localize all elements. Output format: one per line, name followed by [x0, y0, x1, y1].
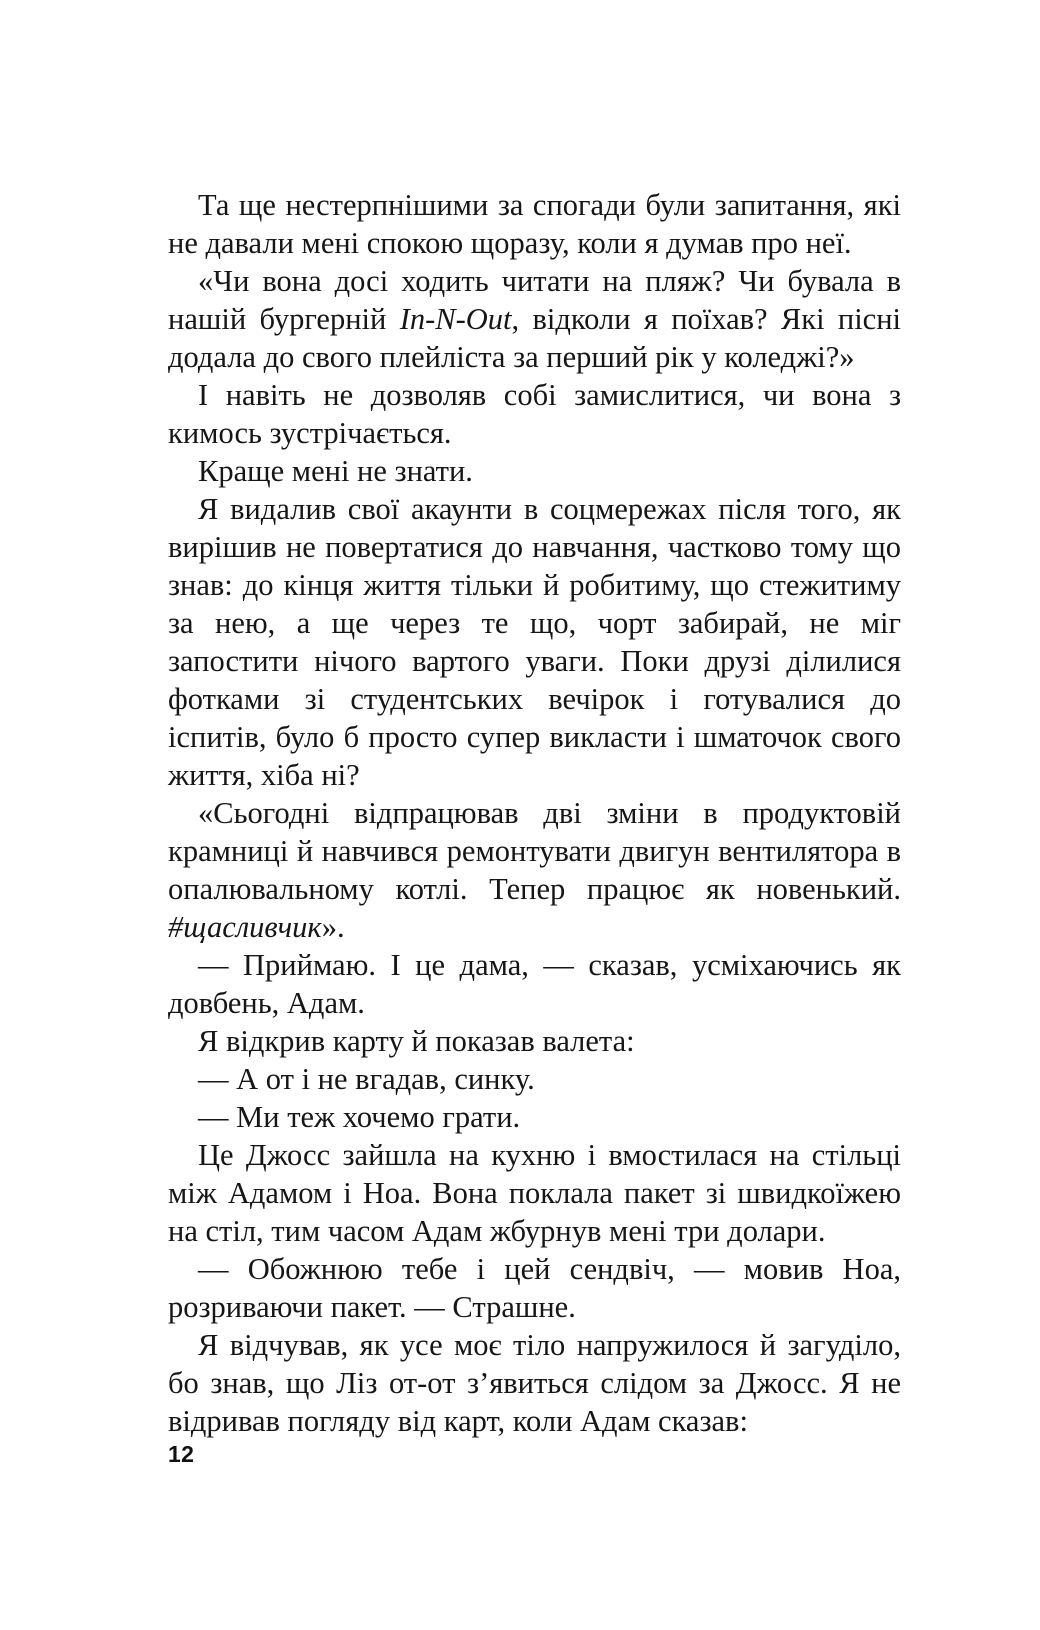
paragraph: Та ще нестерпнішими за спогади були запитання, які не давали мені спокою щоразу, коли я думав про неї.: [168, 188, 901, 260]
italic-hashtag: #щасливчик: [168, 910, 322, 944]
page-text-block: [168, 186, 901, 1440]
paragraph: Це Джосс зайшла на кухню і вмостилася на стільці між Адамом і Ноа. Вона поклала пакет зі швидкоїжею на стіл, тим часом Адам жбурнув мені три долари.: [168, 1138, 901, 1248]
italic-brand-name: In-N-Out: [399, 302, 512, 336]
paragraph: [168, 262, 901, 376]
paragraph: Я видалив свої акаунти в соцмережах після того, як вирішив не повертатися до навчання, частково тому що знав: до кінця життя тільки й робитиму, що стежитиму за нею, а ще через те що, чорт забирай, не міг запостити нічого вартого уваги. Поки друзі ділилися фотками зі студентських вечірок і готувалися до іспитів, було б просто супер викласти і шматочок свого життя, хіба ні?: [168, 492, 901, 792]
paragraph: І навіть не дозволяв собі замислитися, чи вона з кимось зустрічається.: [168, 378, 901, 450]
paragraph-text-segment: , відколи я поїхав? Які пісні додала до свого плейліста за перший рік у коледжі?»: [168, 302, 902, 374]
paragraph: Я відкрив карту й показав валета:: [198, 1024, 635, 1058]
page-number: 12: [168, 1441, 195, 1467]
dialogue-paragraph: — Приймаю. І це дама, — сказав, усміхаючись як довбень, Адам.: [168, 948, 901, 1020]
paragraph: Краще мені не знати.: [198, 454, 473, 488]
paragraph: [168, 794, 901, 946]
dialogue-paragraph: — Обожнюю тебе і цей сендвіч, — мовив Ноа, розриваючи пакет. — Страшне.: [168, 1252, 901, 1324]
paragraph-text-segment: ».: [321, 910, 345, 944]
paragraph-text-segment: «Чи вона досі ходить читати на пляж? Чи бувала в нашій бургерній: [168, 264, 901, 336]
dialogue-paragraph: — Ми теж хочемо грати.: [198, 1100, 521, 1134]
paragraph: Я відчував, як усе моє тіло напружилося й загуділо, бо знав, що Ліз от-от з’явиться слідом за Джосс. Я не відривав погляду від карт, коли Адам сказав:: [168, 1328, 901, 1438]
paragraph-text-segment: «Сьогодні відпрацював дві зміни в продуктовій крамниці й навчився ремонтувати двигун вентилятора в опалювальному котлі. Тепер працює як новенький.: [168, 796, 901, 906]
dialogue-paragraph: — А от і не вгадав, синку.: [198, 1062, 535, 1096]
